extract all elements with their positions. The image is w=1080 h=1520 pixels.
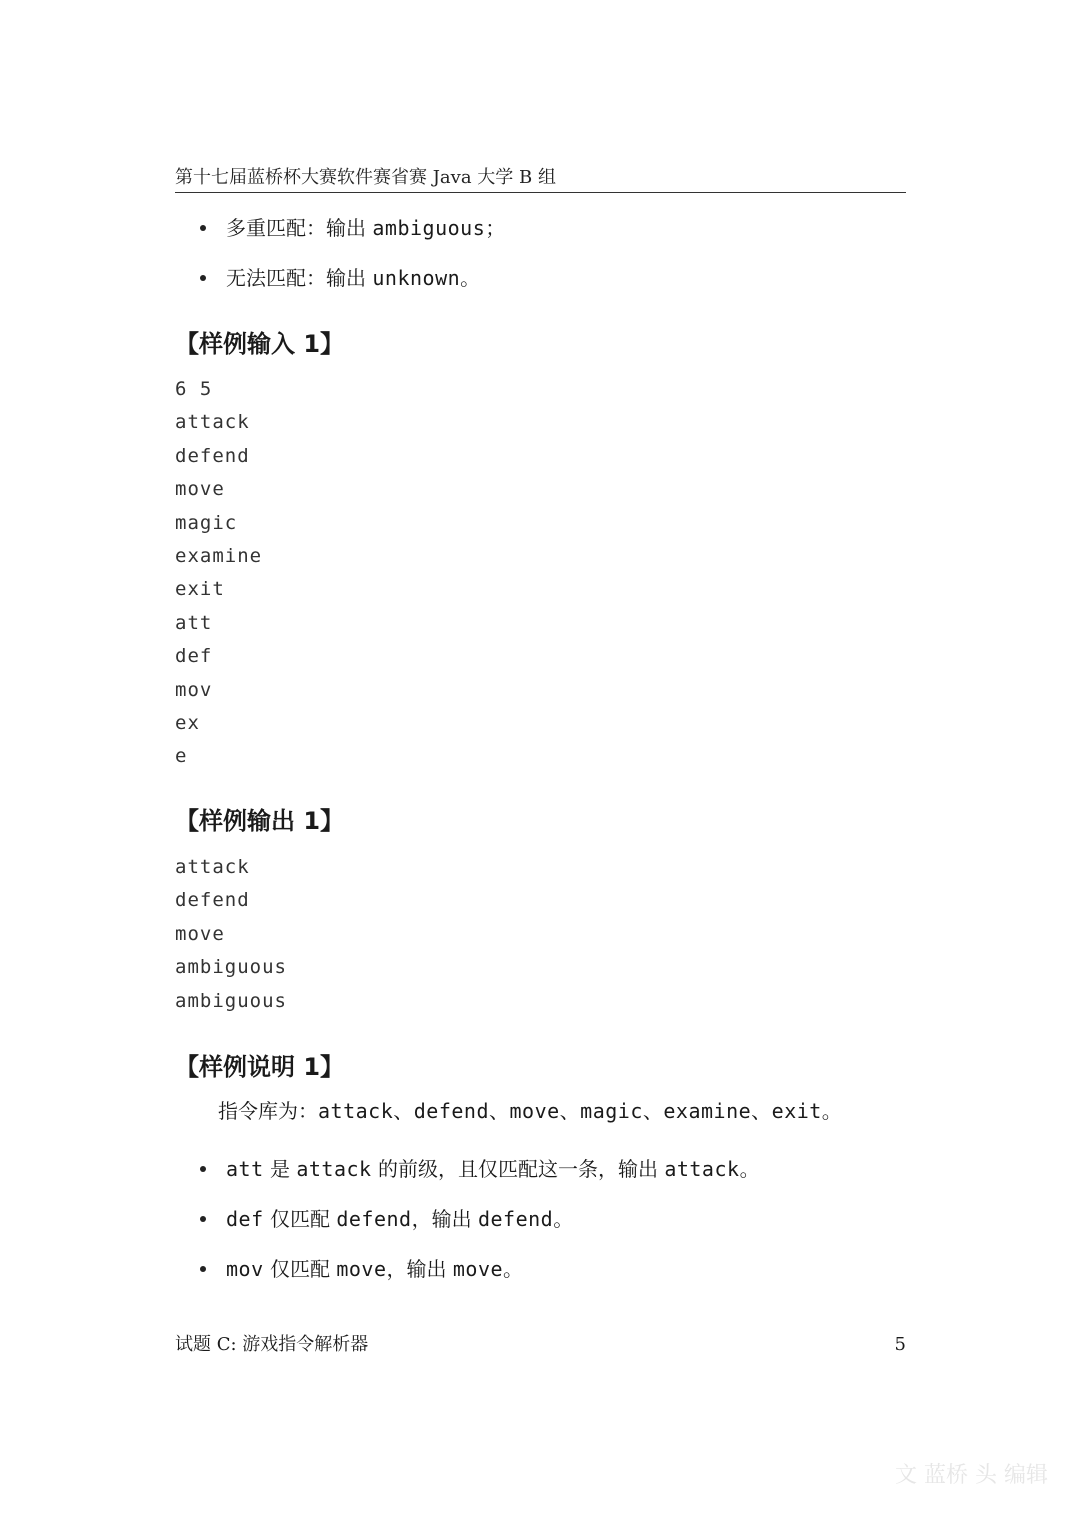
explain-text: att 是 attack 的前级，且仅匹配这一条，输出 attack。 bbox=[226, 1157, 760, 1181]
code-line: e bbox=[175, 745, 188, 768]
watermark: 文 蓝桥 头 编辑 bbox=[895, 1463, 1048, 1488]
page-number: 5 bbox=[894, 1334, 906, 1355]
bullet-icon bbox=[200, 1216, 206, 1222]
code-line: ex bbox=[175, 711, 200, 734]
code-line: ambiguous bbox=[175, 956, 287, 979]
code-line: defend bbox=[175, 444, 250, 467]
command-library-text: 指令库为：attack、defend、move、magic、examine、exit。 bbox=[218, 1099, 843, 1123]
code-line: move bbox=[175, 922, 225, 945]
footer-problem-title: 试题 C: 游戏指令解析器 bbox=[175, 1334, 369, 1355]
code-line: ambiguous bbox=[175, 989, 287, 1012]
code-line: att bbox=[175, 611, 213, 634]
explain-text: def 仅匹配 defend，输出 defend。 bbox=[226, 1207, 574, 1231]
bullet-icon bbox=[200, 275, 206, 281]
sample-output-title: 【样例输出 1】 bbox=[175, 807, 345, 835]
rule-text: 无法匹配：输出 unknown。 bbox=[226, 266, 481, 290]
sample-output-block bbox=[175, 854, 287, 1021]
code-line: exit bbox=[175, 578, 225, 601]
bullet-icon bbox=[200, 1266, 206, 1272]
bullet-icon bbox=[200, 225, 206, 231]
code-line: magic bbox=[175, 511, 238, 534]
sample-input-block bbox=[175, 376, 262, 777]
page-header bbox=[175, 166, 906, 193]
code-line: def bbox=[175, 645, 213, 668]
sample-explain-title: 【样例说明 1】 bbox=[175, 1053, 345, 1081]
header-title: 第十七届蓝桥杯大赛软件赛省赛 Java 大学 B 组 bbox=[175, 167, 556, 188]
code-line: defend bbox=[175, 889, 250, 912]
rule-text: 多重匹配：输出 ambiguous； bbox=[226, 216, 506, 240]
code-line: move bbox=[175, 478, 225, 501]
code-line: 6 5 bbox=[175, 378, 213, 400]
code-line: attack bbox=[175, 411, 250, 434]
bullet-icon bbox=[200, 1166, 206, 1172]
sample-input-title: 【样例输入 1】 bbox=[175, 330, 345, 358]
code-line: examine bbox=[175, 544, 263, 567]
code-line: attack bbox=[175, 856, 250, 878]
code-line: mov bbox=[175, 678, 213, 701]
explain-text: mov 仅匹配 move，输出 move。 bbox=[226, 1257, 524, 1281]
